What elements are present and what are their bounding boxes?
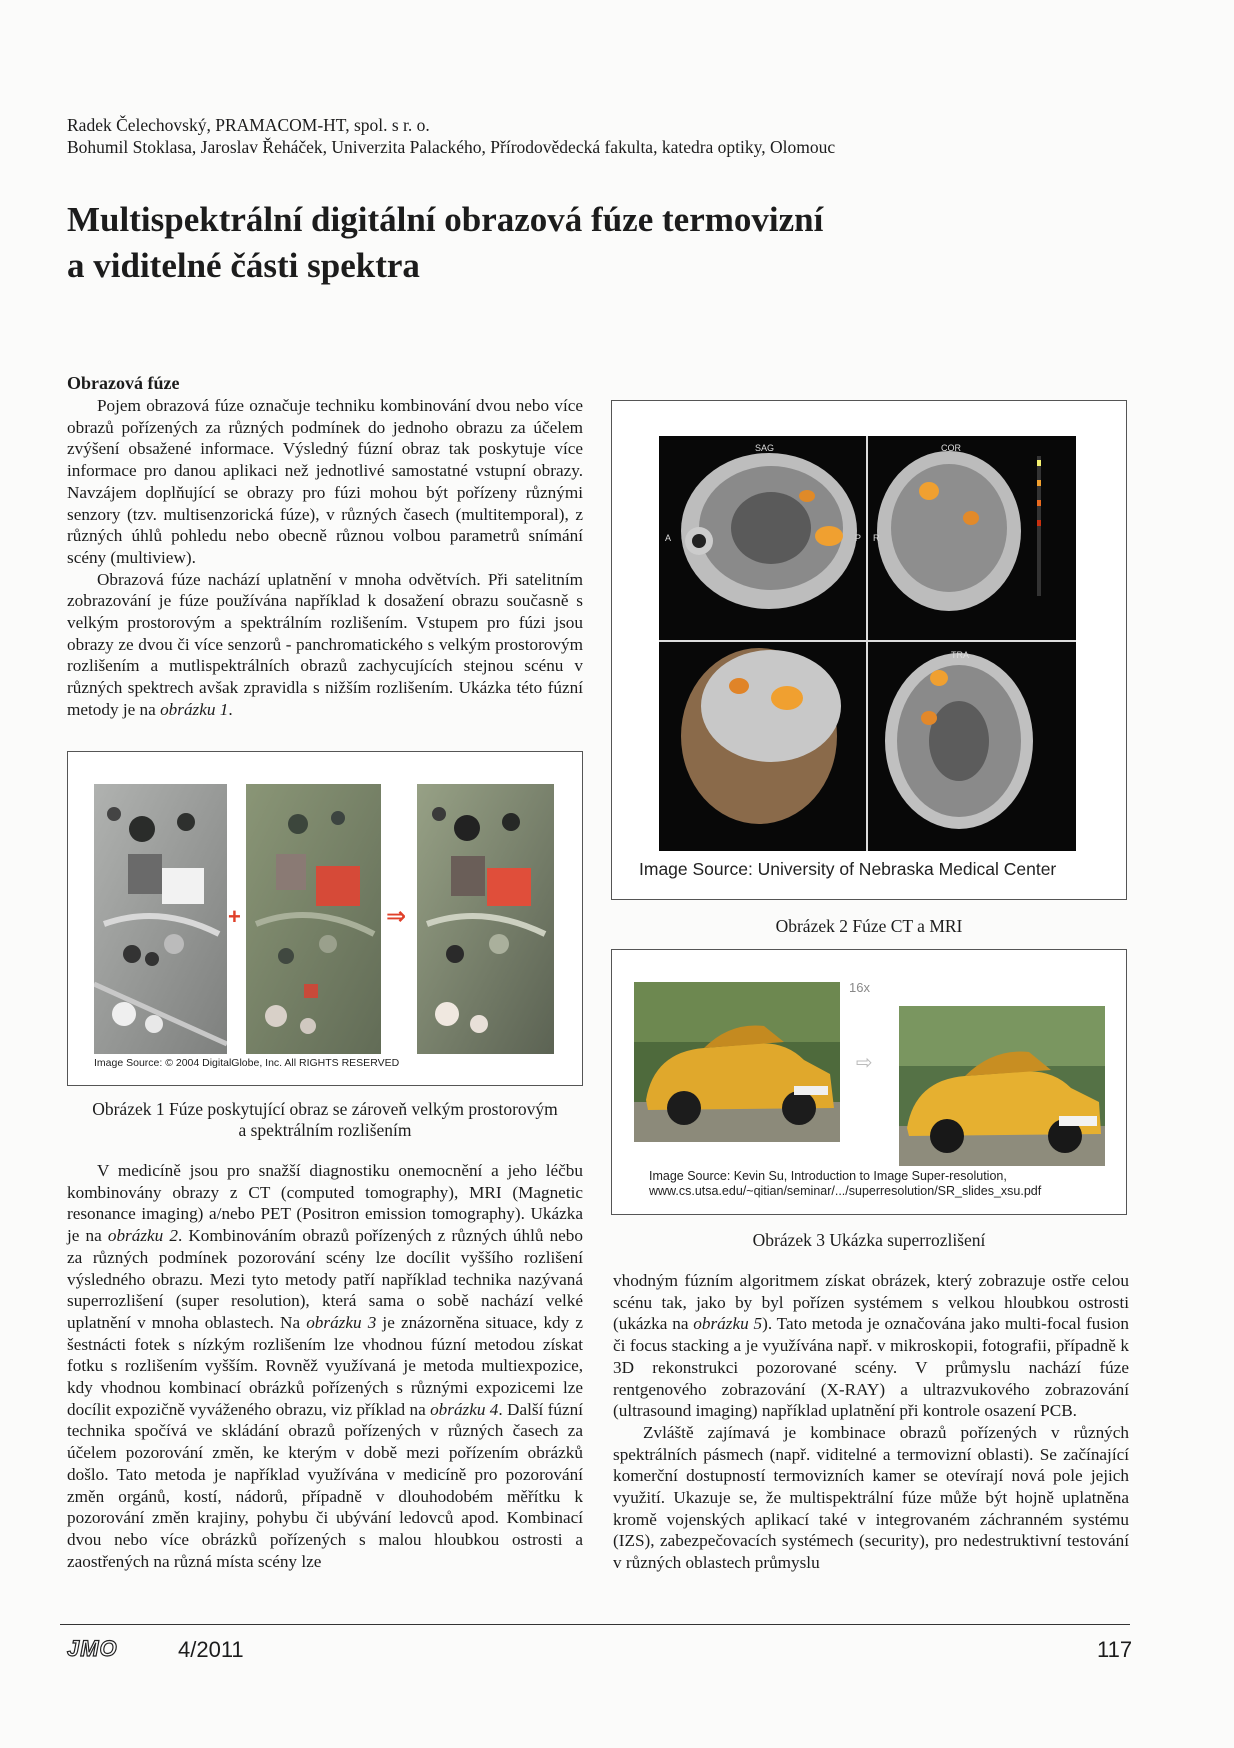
figure-reference: obrázku 4 (430, 1399, 499, 1419)
paragraph: vhodným fúzním algoritmem získat obrázek, který zobrazuje ostře celou scénu tak, jako by byl pořízen systémem s velkou hloubkou ostrosti (ukázka na obrázku 5). Tato metoda je označována jako multi-focal fusion či focus stacking a je využívána např. v mikroskopii, fotografii, případně k 3D rekonstrukci pozorované scény. V průmyslu nachází fúze rentgenového zobrazování (X-RAY) a ultrazvukového zobrazování (ultrasound imaging) například uplatnění při kontrole osazení PCB. (613, 1271, 1129, 1421)
label-p: P (855, 533, 862, 543)
satellite-multispectral-image (246, 784, 381, 1054)
figure-2-caption: Obrázek 2 Fúze CT a MRI (775, 916, 963, 936)
author-line-2: Bohumil Stoklasa, Jaroslav Řeháček, Univerzita Palackého, Přírodovědecká fakulta, katedra optiky, Olomouc (67, 137, 836, 157)
sagittal-view (681, 453, 857, 609)
right-column-bottom (613, 1270, 1129, 1574)
paragraph: V medicíně jsou pro snažší diagnostiku onemocnění a jeho léčbu kombinovány obrazy z CT (computed tomography), MRI (Magnetic resonance imaging) a/nebo PET (Positron emission tomography). Ukázka je na obrázku 2. Kombinováním obrazů pořízených z různých úhlů nebo za různých podmínek pozorování scény lze docílit vyššího rozlišení výsledného obrazu. Mezi tyto metody patří například technika nazývaná superrozlišení (super resolution), která sama o sobě nachází velké uplatnění v mnoha oblastech. Na obrázku 3 je znázorněna situace, kdy z šestnácti fotek s nízkým rozlišením lze vhodnou fúzní metodou získat fotku s rozlišením vyšším. Rovněž využívaná je metoda multiexpozice, kdy vhodnou kombinací obrázků pořízených s různými expozicemi lze docílit expozičně vyváženého obrazu, viz příklad na obrázku 4. Další fúzní technika spočívá ve skládání obrazů pořízených v různých časech za účelem pozorování změn, ke kterým v době mezi pořízením obrázků došlo. Tato metoda je například využívána v medicíně pro pozorování změn orgánů, kostí, nádorů, případně v dlouhodobém měřítku k pozorování změn krajiny, pohybu či ubývání ledovců apod. Kombinací dvou nebo více obrázků pořízených s malou hloubkou ostrosti a zaostřených na různá místa scény lze (67, 1161, 584, 1571)
figure-1 (67, 751, 583, 1086)
issue-number: 4/2011 (178, 1637, 244, 1662)
source-line: www.cs.utsa.edu/~qitian/seminar/.../superresolution/SR_slides_xsu.pdf (649, 1184, 1042, 1198)
satellite-fused-image (417, 784, 554, 1054)
paragraph: Pojem obrazová fúze označuje techniku kombinování dvou nebo více obrazů pořízených za různých podmínek do jednoho obrazu za účelem zvýšení obsažené informace. Výsledný fúzní obraz tak poskytuje více informace pro danou aplikaci než jednotlivé samostatné vstupní obrazy. Navzájem doplňující se obrazy pro fúzi mohou být pořízeny různými senzory (tzv. multisenzorická fúze), v různých časech (multitemporal), z různých úhlů pohledu nebo obecně různou volbou parametrů snímání scény (multiview). (67, 396, 583, 567)
label-tra: TRA (951, 650, 969, 660)
source-line: Image Source: Kevin Su, Introduction to Image Super-resolution, (649, 1169, 1007, 1183)
footer-rule (60, 1624, 1130, 1625)
low-resolution-photo (634, 982, 840, 1142)
figure-3-caption: Obrázek 3 Ukázka superrozlišení (752, 1230, 986, 1250)
figure-reference: obrázku 2 (107, 1226, 178, 1246)
figure-2-source: Image Source: University of Nebraska Medical Center (639, 859, 1057, 879)
figure-2 (611, 400, 1127, 900)
caption-line: a spektrálním rozlišením (238, 1120, 412, 1140)
label-r: R (873, 533, 880, 543)
figure-3-source (649, 1169, 1041, 1199)
mri-fusion-image (659, 436, 1076, 851)
satellite-panchromatic-image (94, 784, 227, 1054)
figure-reference: obrázku 5 (693, 1314, 763, 1334)
author-block (67, 114, 835, 158)
super-resolution-photo (899, 1006, 1105, 1166)
paragraph: Zvláště zajímavá je kombinace obrazů pořízených v různých spektrálních pásmech (např. viditelné a termovizní oblasti). Se začínající komerční dostupností termovizních kamer se otevírají nová pole jejich využití. Ukazuje se, že multispektrální fúze může být hojně uplatněna kromě vojenských aplikací také v integrovaném záchranném systému (IZS), zabezpečovacích systémech (security), pro nedestruktivní testování v různých oblastech průmyslu (613, 1422, 1129, 1573)
plus-sign: + (228, 904, 241, 929)
left-column-top (67, 395, 583, 721)
page-number: 117 (1097, 1637, 1133, 1662)
caption-line: Obrázek 1 Fúze poskytující obraz se zároveň velkým prostorovým (92, 1099, 558, 1119)
arrow-icon: ⇒ (386, 903, 407, 930)
article-title (67, 197, 927, 289)
title-line-2: a viditelné části spektra (67, 246, 420, 285)
figure-reference: obrázku 1 (160, 699, 229, 719)
journal-logo: JMO (67, 1636, 118, 1661)
label-a: A (665, 533, 672, 543)
title-line-1: Multispektrální digitální obrazová fúze termovizní (67, 200, 824, 239)
author-line-1: Radek Čelechovský, PRAMACOM-HT, spol. s r. o. (67, 115, 430, 135)
left-column-bottom (67, 1160, 583, 1572)
transverse-view (885, 653, 1033, 829)
figure-1-source: Image Source: © 2004 DigitalGlobe, Inc. All RIGHTS RESERVED (94, 1057, 400, 1069)
arrow-icon: ⇨ (856, 1052, 873, 1074)
label-sag: SAG (755, 443, 775, 453)
section-heading: Obrazová fúze (67, 373, 180, 393)
figure-reference: obrázku 3 (306, 1312, 377, 1332)
paragraph: Obrazová fúze nachází uplatnění v mnoha odvětvích. Při satelitním zobrazování je fúze používána například k dosažení obrazu současně s velkým prostorovým a spektrálním rozlišením. Vstupem pro fúzi jsou obrazy ze dvou či více senzorů - panchromatického s velkým prostorovým rozlišením a mutlispektrálních obrazů zachycujících stejnou scénu v různých spektrech avšak zpravidla s nižším rozlišením. Ukázka této fúzní metody je na obrázku 1. (67, 569, 583, 719)
frame-count-label: 16x (849, 980, 870, 995)
label-cor: COR (941, 443, 961, 453)
figure-1-caption (67, 1099, 583, 1141)
figure-3 (611, 949, 1127, 1215)
